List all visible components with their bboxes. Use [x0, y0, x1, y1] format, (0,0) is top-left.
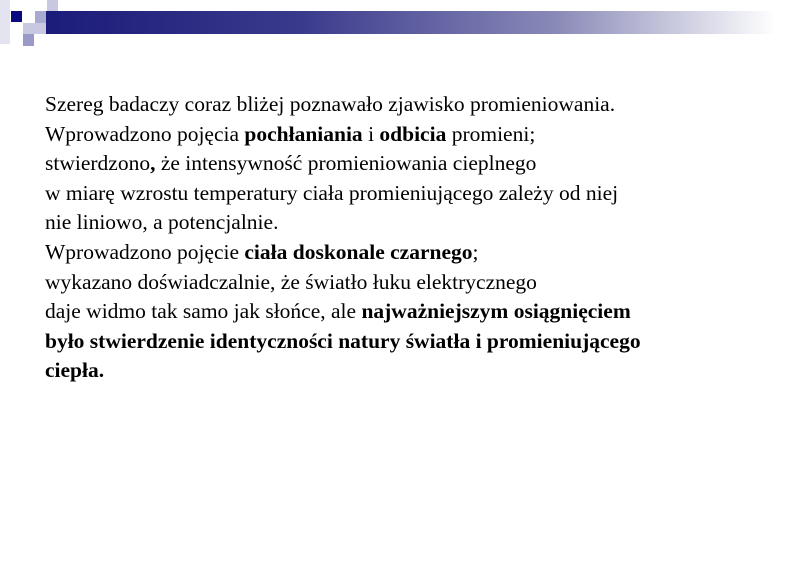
bold-text: było stwierdzenie identyczności natury światła i promieniującego	[45, 328, 641, 353]
text-line	[45, 356, 641, 386]
bold-text: ,	[150, 151, 156, 176]
decor-square	[23, 23, 46, 34]
text-segment: stwierdzono	[45, 151, 151, 176]
bold-text: ciała doskonale czarnego	[244, 239, 473, 264]
text-segment: wykazano doświadczalnie, że światło łuku elektrycznego	[45, 269, 537, 294]
text-line	[45, 179, 641, 209]
decor-square	[11, 11, 22, 22]
text-segment: promieni;	[446, 121, 536, 146]
text-segment: daje widmo tak samo jak słońce, ale	[45, 299, 362, 324]
text-segment: i	[362, 121, 380, 146]
decor-square	[0, 0, 10, 44]
text-segment: w miarę wzrostu temperatury ciała promieniującego zależy od niej	[45, 180, 619, 205]
text-segment: że intensywność promieniowania cieplnego	[155, 151, 537, 176]
text-segment: nie liniowo, a potencjalnie.	[45, 210, 279, 235]
text-segment: Wprowadzono pojęcie	[45, 239, 245, 264]
text-line	[45, 120, 641, 150]
slide-body-text	[45, 90, 641, 386]
text-line	[45, 327, 641, 357]
bold-text: pochłaniania	[244, 121, 363, 146]
text-line	[45, 149, 641, 179]
decor-square	[23, 34, 34, 46]
text-line	[45, 238, 641, 268]
bold-text: najważniejszym osiągnięciem	[361, 299, 631, 324]
header-gradient-bar	[46, 11, 776, 34]
text-line	[45, 297, 641, 327]
text-segment: Szereg badaczy coraz bliżej poznawało zjawisko promieniowania.	[45, 92, 616, 116]
bold-text: odbicia	[379, 121, 447, 146]
text-line	[45, 208, 641, 238]
text-line	[45, 90, 641, 120]
text-segment: ;	[472, 239, 479, 264]
bold-text: ciepła.	[45, 358, 105, 383]
text-segment: Wprowadzono pojęcia	[45, 121, 245, 146]
text-line	[45, 268, 641, 298]
